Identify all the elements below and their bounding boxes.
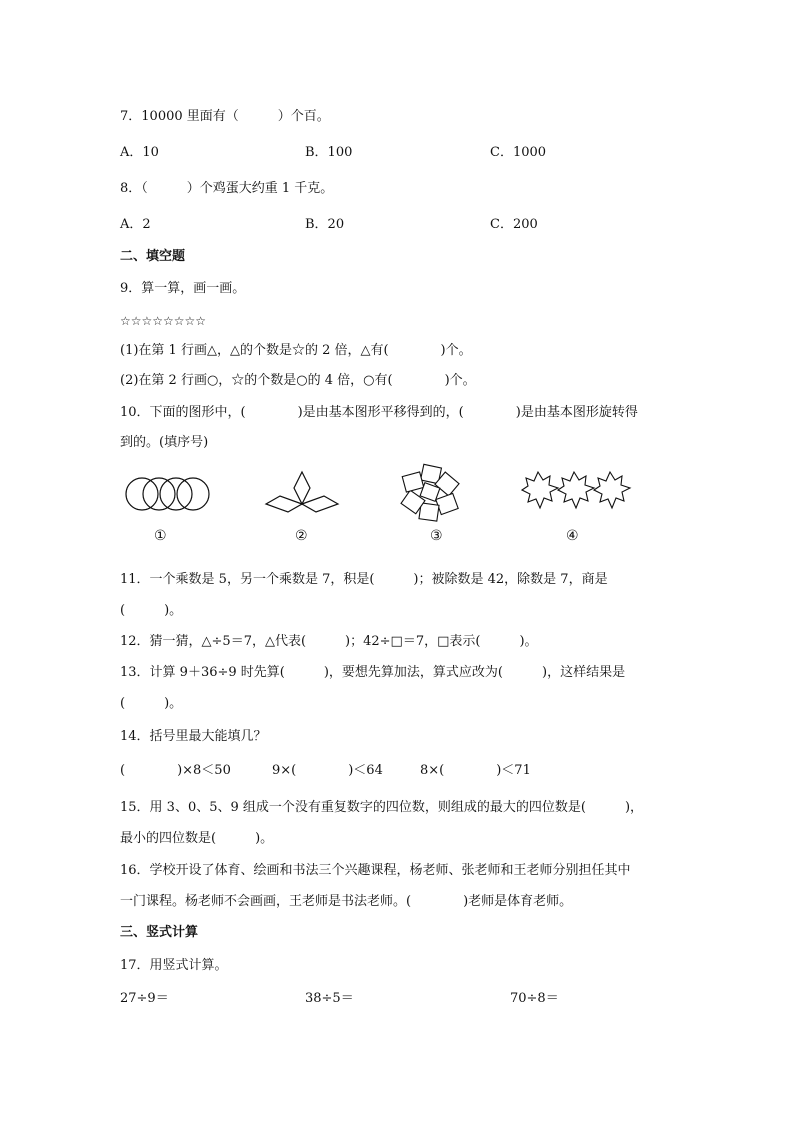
q13-line1: 13．计算 9＋36÷9 时先算( )，要想先算加法，算式应改为( )，这样结果是 — [120, 665, 626, 680]
q14-item-2: 9×( )＜64 — [272, 763, 383, 778]
q11-line2: ( )。 — [120, 603, 183, 618]
q17-text: 17．用竖式计算。 — [120, 958, 228, 973]
q9-stars: ☆☆☆☆☆☆☆☆ — [120, 314, 207, 328]
q7-option-b: B．100 — [305, 145, 353, 160]
q7-option-a: A．10 — [120, 145, 159, 160]
q9-sub1: (1)在第 1 行画△，△的个数是☆的 2 倍，△有( )个。 — [120, 343, 472, 358]
q11-line1: 11．一个乘数是 5，另一个乘数是 7，积是( )；被除数是 42，除数是 7，商是 — [120, 572, 608, 587]
q15-line1: 15．用 3、0、5、9 组成一个没有重复数字的四位数，则组成的最大的四位数是( )， — [120, 800, 644, 815]
q10-line1: 10．下面的图形中，( )是由基本图形平移得到的，( )是由基本图形旋转得 — [120, 405, 638, 420]
q17-item-2: 38÷5＝ — [305, 991, 354, 1006]
q8-option-c: C．200 — [490, 217, 538, 232]
figure-rotated-squares — [398, 462, 464, 524]
q7-text: 7．10000 里面有（ ）个百。 — [120, 109, 330, 124]
figure-translated-leaves — [518, 466, 636, 516]
q14-item-1: ( )×8＜50 — [120, 763, 231, 778]
section-heading-fill-blank: 二、填空题 — [120, 249, 186, 264]
figure-label-3: ③ — [430, 528, 443, 544]
figure-label-2: ② — [295, 528, 308, 544]
figure-label-4: ④ — [566, 528, 579, 544]
q13-line2: ( )。 — [120, 696, 183, 711]
q7-option-c: C．1000 — [490, 145, 547, 160]
q12-text: 12．猜一猜，△÷5＝7，△代表( )；42÷□＝7，□表示( )。 — [120, 634, 538, 649]
q16-line1: 16．学校开设了体育、绘画和书法三个兴趣课程，杨老师、张老师和王老师分别担任其中 — [120, 863, 631, 878]
figure-overlapping-circles — [120, 470, 215, 520]
q14-item-3: 8×( )＜71 — [420, 763, 531, 778]
figure-rotated-rhombuses — [262, 466, 342, 516]
q8-option-b: B．20 — [305, 217, 345, 232]
q15-line2: 最小的四位数是( )。 — [120, 831, 274, 846]
q8-text: 8．（ ）个鸡蛋大约重 1 千克。 — [120, 181, 334, 196]
q17-item-1: 27÷9＝ — [120, 991, 169, 1006]
q16-line2: 一门课程。杨老师不会画画，王老师是书法老师。( )老师是体育老师。 — [120, 894, 573, 909]
q10-line2: 到的。(填序号) — [120, 435, 209, 450]
figure-label-1: ① — [154, 528, 167, 544]
q14-text: 14．括号里最大能填几？ — [120, 729, 267, 744]
q9-sub2: (2)在第 2 行画○，☆的个数是○的 4 倍，○有( )个。 — [120, 373, 476, 388]
q17-item-3: 70÷8＝ — [510, 991, 559, 1006]
q9-text: 9．算一算，画一画。 — [120, 281, 246, 296]
section-heading-vertical-calc: 三、竖式计算 — [120, 925, 199, 940]
q8-option-a: A．2 — [120, 217, 151, 232]
